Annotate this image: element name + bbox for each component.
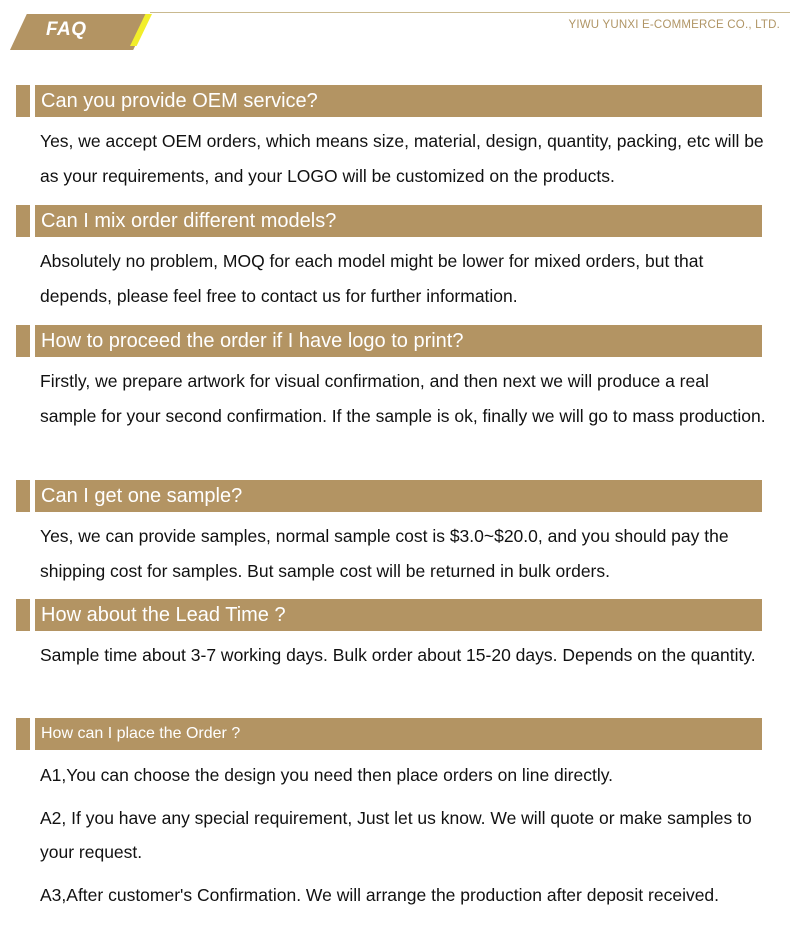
question-marker <box>16 599 30 631</box>
question-bar-lead-time <box>16 599 762 631</box>
question-marker <box>16 205 30 237</box>
answer-mix-models <box>40 244 770 313</box>
answer-sample <box>40 519 770 588</box>
company-name: YIWU YUNXI E-COMMERCE CO., LTD. <box>568 19 780 31</box>
question-text: How to proceed the order if I have logo to print? <box>35 325 762 357</box>
question-bar-oem <box>16 85 762 117</box>
answer-oem <box>40 124 770 193</box>
answer-text: Sample time about 3-7 working days. Bulk order about 15-20 days. Depends on the quantity. <box>40 645 756 665</box>
question-text: Can I get one sample? <box>35 480 762 512</box>
answer-text: A2, If you have any special requirement, Just let us know. We will quote or make samples to your request. <box>40 807 752 862</box>
answer-logo-print <box>40 364 770 433</box>
answer-lead-time <box>40 638 770 673</box>
answer-text: A3,After customer's Confirmation. We will arrange the production after deposit received. <box>40 884 720 905</box>
question-bar-sample <box>16 480 762 512</box>
question-bar-place-order <box>16 718 762 750</box>
answer-text: Yes, we accept OEM orders, which means size, material, design, quantity, packing, etc will be as your requirements, and your LOGO will be customized on the products. <box>40 131 764 186</box>
question-text: How about the Lead Time ? <box>35 599 762 631</box>
answer-place-order <box>40 758 770 912</box>
question-bar-mix-models <box>16 205 762 237</box>
question-marker <box>16 718 30 750</box>
answer-text: Yes, we can provide samples, normal sample cost is $3.0~$20.0, and you should pay the shipping cost for samples. But sample cost will be returned in bulk orders. <box>40 526 729 581</box>
question-marker <box>16 325 30 357</box>
question-text: Can I mix order different models? <box>35 205 762 237</box>
question-text: Can you provide OEM service? <box>35 85 762 117</box>
answer-text: Absolutely no problem, MOQ for each model might be lower for mixed orders, but that depends, please feel free to contact us for further information. <box>40 251 704 306</box>
answer-text: Firstly, we prepare artwork for visual confirmation, and then next we will produce a real sample for your second confirmation. If the sample is ok, finally we will go to mass production. <box>40 371 766 426</box>
question-marker <box>16 480 30 512</box>
question-bar-logo-print <box>16 325 762 357</box>
question-marker <box>16 85 30 117</box>
answer-text: A1,You can choose the design you need then place orders on line directly. <box>40 765 614 785</box>
faq-title: FAQ <box>46 19 87 40</box>
page-header <box>0 0 790 60</box>
header-divider <box>150 12 790 13</box>
question-text: How can I place the Order ? <box>35 718 762 750</box>
